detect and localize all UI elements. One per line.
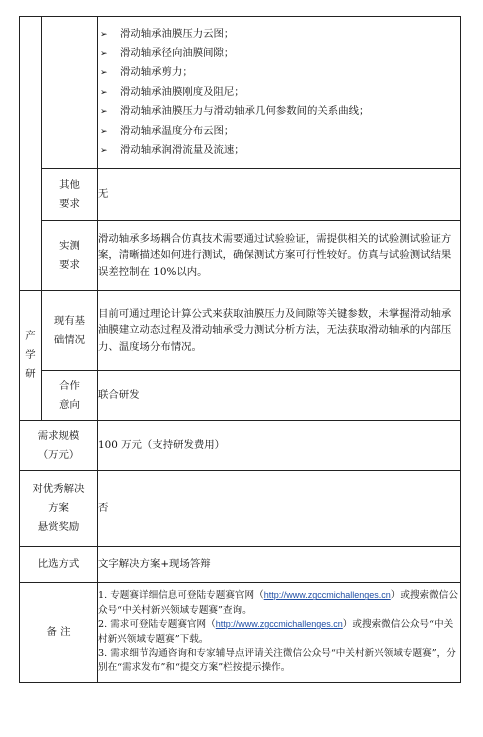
list-item: ➢ 滑动轴承剪力； [100,63,460,82]
output-list [98,23,460,163]
basis-label: 现有基 础情况 [42,291,98,371]
other-req-label: 其他 要求 [42,169,98,221]
arrow-bullet-icon: ➢ [100,107,108,118]
basis-value: 目前可通过理论计算公式来获取油膜压力及间隙等关键参数，未掌握滑动轴承油膜建立动态过程及滑动轴承受力测试分析方法，无法获取滑动轴承的内部压力、温度场分布情况。 [98,291,461,371]
list-item: ➢ 滑动轴承油膜刚度及阻尼； [100,83,460,102]
test-req-row [20,221,461,291]
arrow-bullet-icon: ➢ [100,48,108,59]
list-item: ➢ 滑动轴承径向油膜间隙； [100,44,460,63]
output-list-cell [98,17,461,169]
arrow-bullet-icon: ➢ [100,87,108,98]
method-row [20,547,461,583]
method-value: 文字解决方案+现场答辩 [98,547,461,583]
note-1: 1. 专题赛详细信息可登陆专题赛官网（http://www.zgccmichallenges.cn）或搜索微信公众号“中关村新兴领域专题赛”查询。 [98,590,458,616]
list-item: ➢ 滑动轴承油膜压力云图； [100,25,460,44]
arrow-bullet-icon: ➢ [100,68,108,79]
coop-label: 合作 意向 [42,371,98,421]
website-link[interactable]: http://www.zgccmichallenges.cn [263,590,391,601]
reward-label: 对优秀解决 方案 悬赏奖励 [20,471,98,547]
notes-label: 备 注 [20,583,98,683]
scale-label: 需求规模 （万元） [20,421,98,471]
left-merged-cell [20,17,42,291]
website-link[interactable]: http://www.zgccmichallenges.cn [215,619,343,630]
note-3: 3. 需求细节沟通咨询和专家辅导点评请关注微信公众号“中关村新兴领域专题赛”，分别在“需求发布”和“提交方案”栏按提示操作。 [98,647,456,674]
notes-row [20,583,461,683]
method-label: 比选方式 [20,547,98,583]
other-req-row [20,169,461,221]
reward-value: 否 [98,471,461,547]
other-req-value: 无 [98,169,461,221]
output-list-row [20,17,461,169]
scale-value: 100 万元（支持研发费用） [98,421,461,471]
note-2: 2. 需求可登陆专题赛官网（http://www.zgccmichallenges.cn）或搜索微信公众号“中关村新兴领域专题赛”下载。 [98,619,454,645]
reward-row [20,471,461,547]
requirements-table [19,16,461,683]
test-req-label: 实测 要求 [42,221,98,291]
arrow-bullet-icon: ➢ [100,126,108,137]
notes-value [98,583,461,683]
arrow-bullet-icon: ➢ [100,146,108,157]
iur-basis-row [20,291,461,371]
list-item: ➢ 滑动轴承油膜压力与滑动轴承几何参数间的关系曲线； [100,102,460,121]
test-req-value: 滑动轴承多场耦合仿真技术需要通过试验验证，需提供相关的试验测试验证方案，清晰描述如何进行测试，确保测试方案可行性较好。仿真与试验测试结果误差控制在 10%以内。 [98,221,461,291]
output-label-cell [42,17,98,169]
list-item: ➢ 滑动轴承温度分布云图； [100,122,460,141]
list-item: ➢ 滑动轴承润滑流量及流速； [100,141,460,160]
iur-label: 产 学 研 [20,291,42,421]
coop-value: 联合研发 [98,371,461,421]
arrow-bullet-icon: ➢ [100,29,108,40]
scale-row [20,421,461,471]
iur-coop-row [20,371,461,421]
